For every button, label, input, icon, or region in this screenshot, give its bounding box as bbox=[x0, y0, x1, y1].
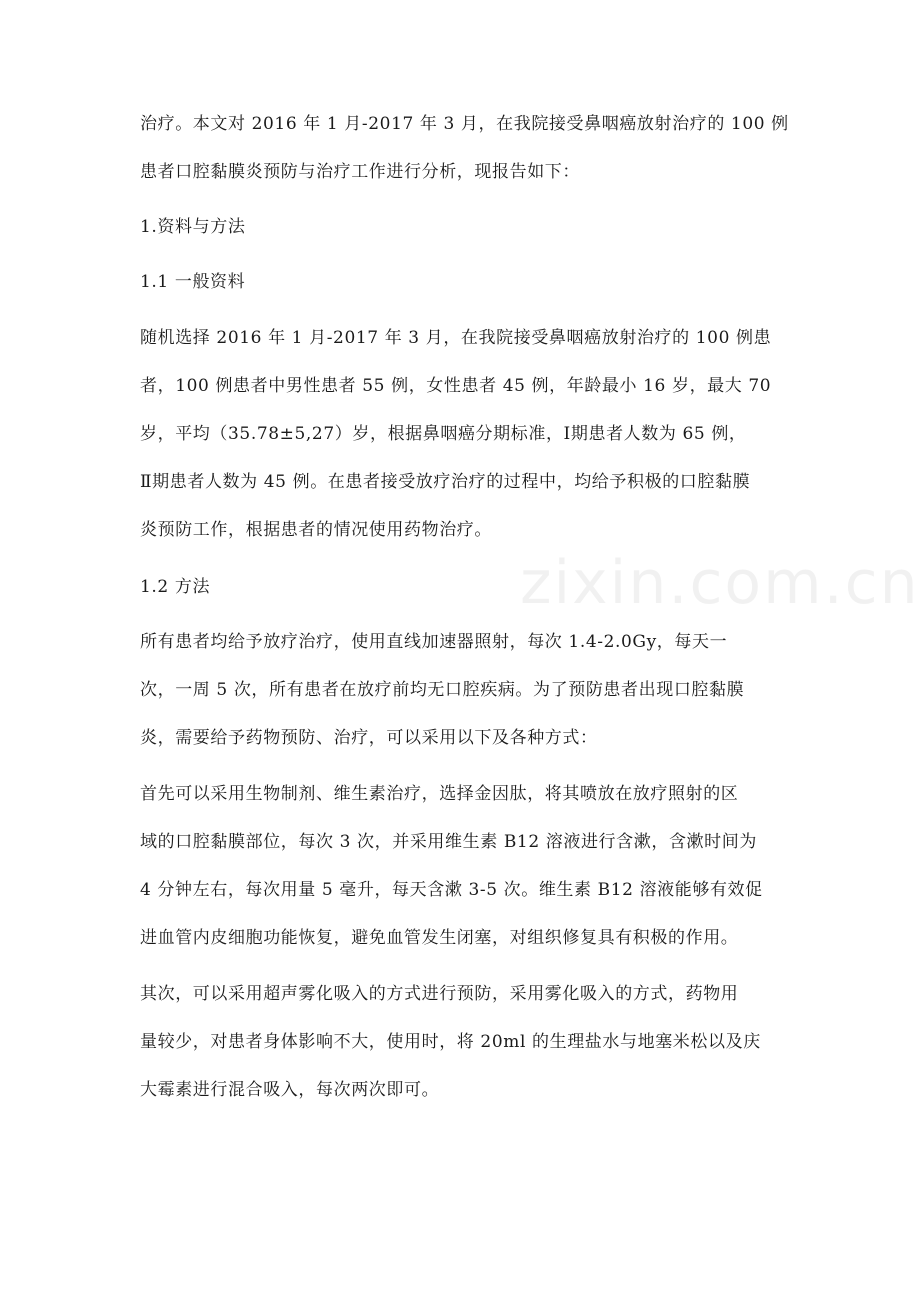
text-line: 首先可以采用生物制剂、维生素治疗，选择金因肽，将其喷放在放疗照射的区 bbox=[140, 784, 739, 804]
text-line: 其次，可以采用超声雾化吸入的方式进行预防，采用雾化吸入的方式，药物用 bbox=[140, 984, 739, 1004]
text-line: 大霉素进行混合吸入，每次两次即可。 bbox=[140, 1080, 440, 1100]
text-line: Ⅱ期患者人数为 45 例。在患者接受放疗治疗的过程中，均给予积极的口腔黏膜 bbox=[140, 472, 751, 492]
watermark: zixin.com.cn bbox=[520, 548, 920, 618]
text-line: 患者口腔黏膜炎预防与治疗工作进行分析，现报告如下： bbox=[140, 162, 580, 182]
text-line: 炎，需要给予药物预防、治疗，可以采用以下及各种方式： bbox=[140, 728, 598, 748]
text-line: 炎预防工作，根据患者的情况使用药物治疗。 bbox=[140, 520, 492, 540]
text-line: 岁，平均（35.78±5,27）岁，根据鼻咽癌分期标准，Ⅰ期患者人数为 65 例， bbox=[140, 424, 747, 444]
subsection-heading: 1.1 一般资料 bbox=[140, 272, 246, 292]
subsection-heading: 1.2 方法 bbox=[140, 577, 211, 597]
text-line: 域的口腔黏膜部位，每次 3 次，并采用维生素 B12 溶液进行含漱，含漱时间为 bbox=[140, 832, 757, 852]
section-heading: 1.资料与方法 bbox=[140, 217, 246, 237]
text-line: 者，100 例患者中男性患者 55 例，女性患者 45 例，年龄最小 16 岁，最大 70 bbox=[140, 376, 772, 396]
text-line: 4 分钟左右，每次用量 5 毫升，每天含漱 3-5 次。维生素 B12 溶液能够有效促 bbox=[140, 880, 763, 900]
text-line: 次，一周 5 次，所有患者在放疗前均无口腔疾病。为了预防患者出现口腔黏膜 bbox=[140, 680, 745, 700]
text-line: 所有患者均给予放疗治疗，使用直线加速器照射，每次 1.4-2.0Gy，每天一 bbox=[140, 632, 728, 652]
text-line: 量较少，对患者身体影响不大，使用时，将 20ml 的生理盐水与地塞米松以及庆 bbox=[140, 1032, 761, 1052]
text-line: 进血管内皮细胞功能恢复，避免血管发生闭塞，对组织修复具有积极的作用。 bbox=[140, 928, 739, 948]
text-line: 治疗。本文对 2016 年 1 月-2017 年 3 月，在我院接受鼻咽癌放射治疗的 100 例 bbox=[140, 114, 789, 134]
text-line: 随机选择 2016 年 1 月-2017 年 3 月，在我院接受鼻咽癌放射治疗的 100 例患 bbox=[140, 328, 772, 348]
